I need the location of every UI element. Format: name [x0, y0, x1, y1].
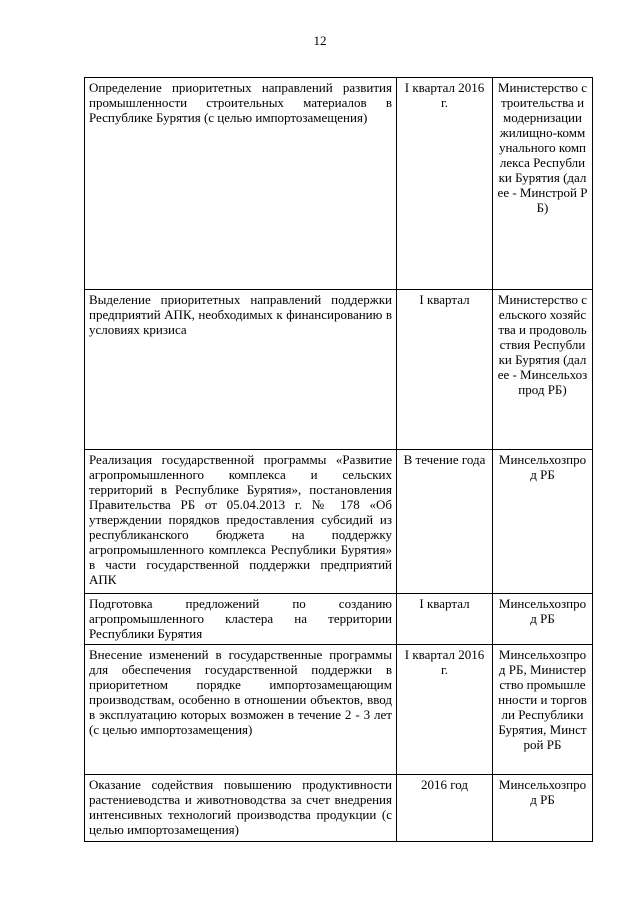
action-cell: Внесение изменений в государственные программы для обеспечения государственной поддержки в приоритетном порядке импортозамещающим производствам, особенно в отношении объектов, ввод в эксплуатацию которых возможен в течение 2 - 3 лет (с целью импортозамещения)	[85, 645, 397, 775]
term-cell: I квартал 2016 г.	[397, 78, 493, 290]
table-row	[85, 450, 593, 594]
responsible-cell: Министерство строительства и модернизации жилищно-коммунального комплекса Республики Бурятия (далее - Минстрой РБ)	[493, 78, 593, 290]
action-cell: Реализация государственной программы «Развитие агропромышленного комплекса и сельских территорий в Республике Бурятия», постановления Правительства РБ от 05.04.2013 г. № 178 «Об утверждении порядков предоставления субсидий из республиканского бюджета на поддержку агропромышленного комплекса Республики Бурятия» в части государственной поддержки предприятий АПК	[85, 450, 397, 594]
action-cell: Подготовка предложений по созданию агропромышленного кластера на территории Республики Бурятия	[85, 594, 397, 645]
term-cell: I квартал	[397, 290, 493, 450]
table-row	[85, 775, 593, 842]
measures-table	[84, 77, 593, 842]
term-cell: I квартал	[397, 594, 493, 645]
responsible-cell: Министерство сельского хозяйства и продовольствия Республики Бурятия (далее - Минсельхозпрод РБ)	[493, 290, 593, 450]
table-row	[85, 78, 593, 290]
term-cell: В течение года	[397, 450, 493, 594]
action-cell: Оказание содействия повышению продуктивности растениеводства и животноводства за счет внедрения интенсивных технологий производства продукции (с целью импортозамещения)	[85, 775, 397, 842]
table-row	[85, 645, 593, 775]
responsible-cell: Минсельхозпрод РБ	[493, 775, 593, 842]
responsible-cell: Минсельхозпрод РБ	[493, 450, 593, 594]
term-cell: 2016 год	[397, 775, 493, 842]
responsible-cell: Минсельхозпрод РБ, Министерство промышленности и торговли Республики Бурятия, Минстрой РБ	[493, 645, 593, 775]
action-cell: Выделение приоритетных направлений поддержки предприятий АПК, необходимых к финансированию в условиях кризиса	[85, 290, 397, 450]
term-cell: I квартал 2016 г.	[397, 645, 493, 775]
responsible-cell: Минсельхозпрод РБ	[493, 594, 593, 645]
table-row	[85, 290, 593, 450]
page-number: 12	[313, 33, 327, 48]
table-row	[85, 594, 593, 645]
action-cell: Определение приоритетных направлений развития промышленности строительных материалов в Республике Бурятия (с целью импортозамещения)	[85, 78, 397, 290]
